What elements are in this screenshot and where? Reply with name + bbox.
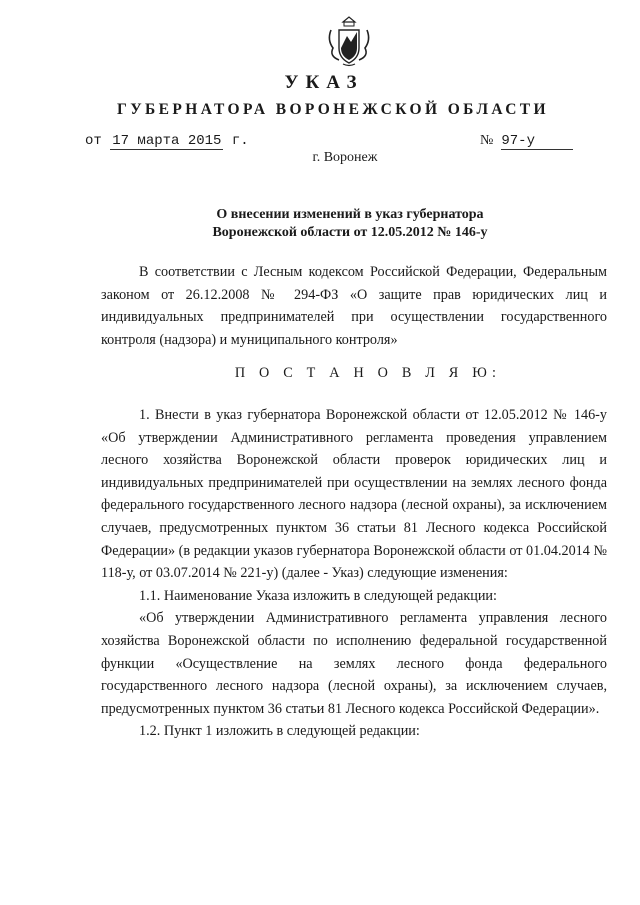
date-line bbox=[85, 133, 249, 149]
date-prefix: от bbox=[85, 133, 102, 149]
number-sign: № bbox=[480, 133, 494, 148]
preamble-paragraph: В соответствии с Лесным кодексом Российской Федерации, Федеральным законом от 26.12.2008 № 294-ФЗ «О защите прав юридических лиц и индивидуальных предпринимателей при осуществлении государственного контроля (надзора) и муниципального контроля» bbox=[101, 264, 607, 348]
number-line bbox=[480, 133, 573, 150]
number-value: 97-у bbox=[501, 133, 573, 150]
quoted-title-paragraph: «Об утверждении Административного регламента управления лесного хозяйства Воронежской области по исполнению федеральной государственной функции «Осуществление на землях лесного фонда федерального государственного лесного надзора (лесной охраны), за исключением случаев, предусмотренных пунктом 36 статьи 81 Лесного кодекса Российской Федерации». bbox=[101, 610, 607, 717]
document-issuer: ГУБЕРНАТОРА ВОРОНЕЖСКОЙ ОБЛАСТИ bbox=[117, 101, 549, 118]
preamble-block bbox=[101, 261, 607, 351]
decree-word: П О С Т А Н О В Л Я Ю: bbox=[234, 365, 502, 381]
document-title: УКАЗ bbox=[284, 72, 364, 93]
paragraph-1-1: 1.1. Наименование Указа изложить в следующей редакции: bbox=[139, 587, 497, 604]
items-block bbox=[101, 404, 607, 743]
coat-of-arms-emblem bbox=[325, 14, 373, 68]
paragraph-1-2: 1.2. Пункт 1 изложить в следующей редакции: bbox=[139, 723, 420, 740]
heading-line-2: Воронежской области от 12.05.2012 № 146-у bbox=[212, 225, 488, 240]
city-line: г. Воронеж bbox=[312, 150, 378, 165]
document-heading bbox=[0, 206, 640, 242]
date-value: 17 марта 2015 bbox=[112, 133, 222, 149]
paragraph-1: 1. Внести в указ губернатора Воронежской области от 12.05.2012 № 146-у «Об утверждении Административного регламента проведения управлением лесного хозяйства Воронежской области проверок юридических лиц и индивидуальных предпринимателей при осуществлении на землях лесного фонда федерального государственного лесного надзора (лесной охраны), за исключением случаев, предусмотренных пунктом 36 статьи 81 Лесного кодекса Российской Федерации» (в редакции указов губернатора Воронежской области от 01.04.2014 № 118-у, от 03.07.2014 № 221-у) (далее - Указ) следующие изменения: bbox=[101, 407, 607, 582]
date-suffix: г. bbox=[231, 133, 249, 149]
heading-line-1: О внесении изменений в указ губернатора bbox=[216, 207, 484, 222]
